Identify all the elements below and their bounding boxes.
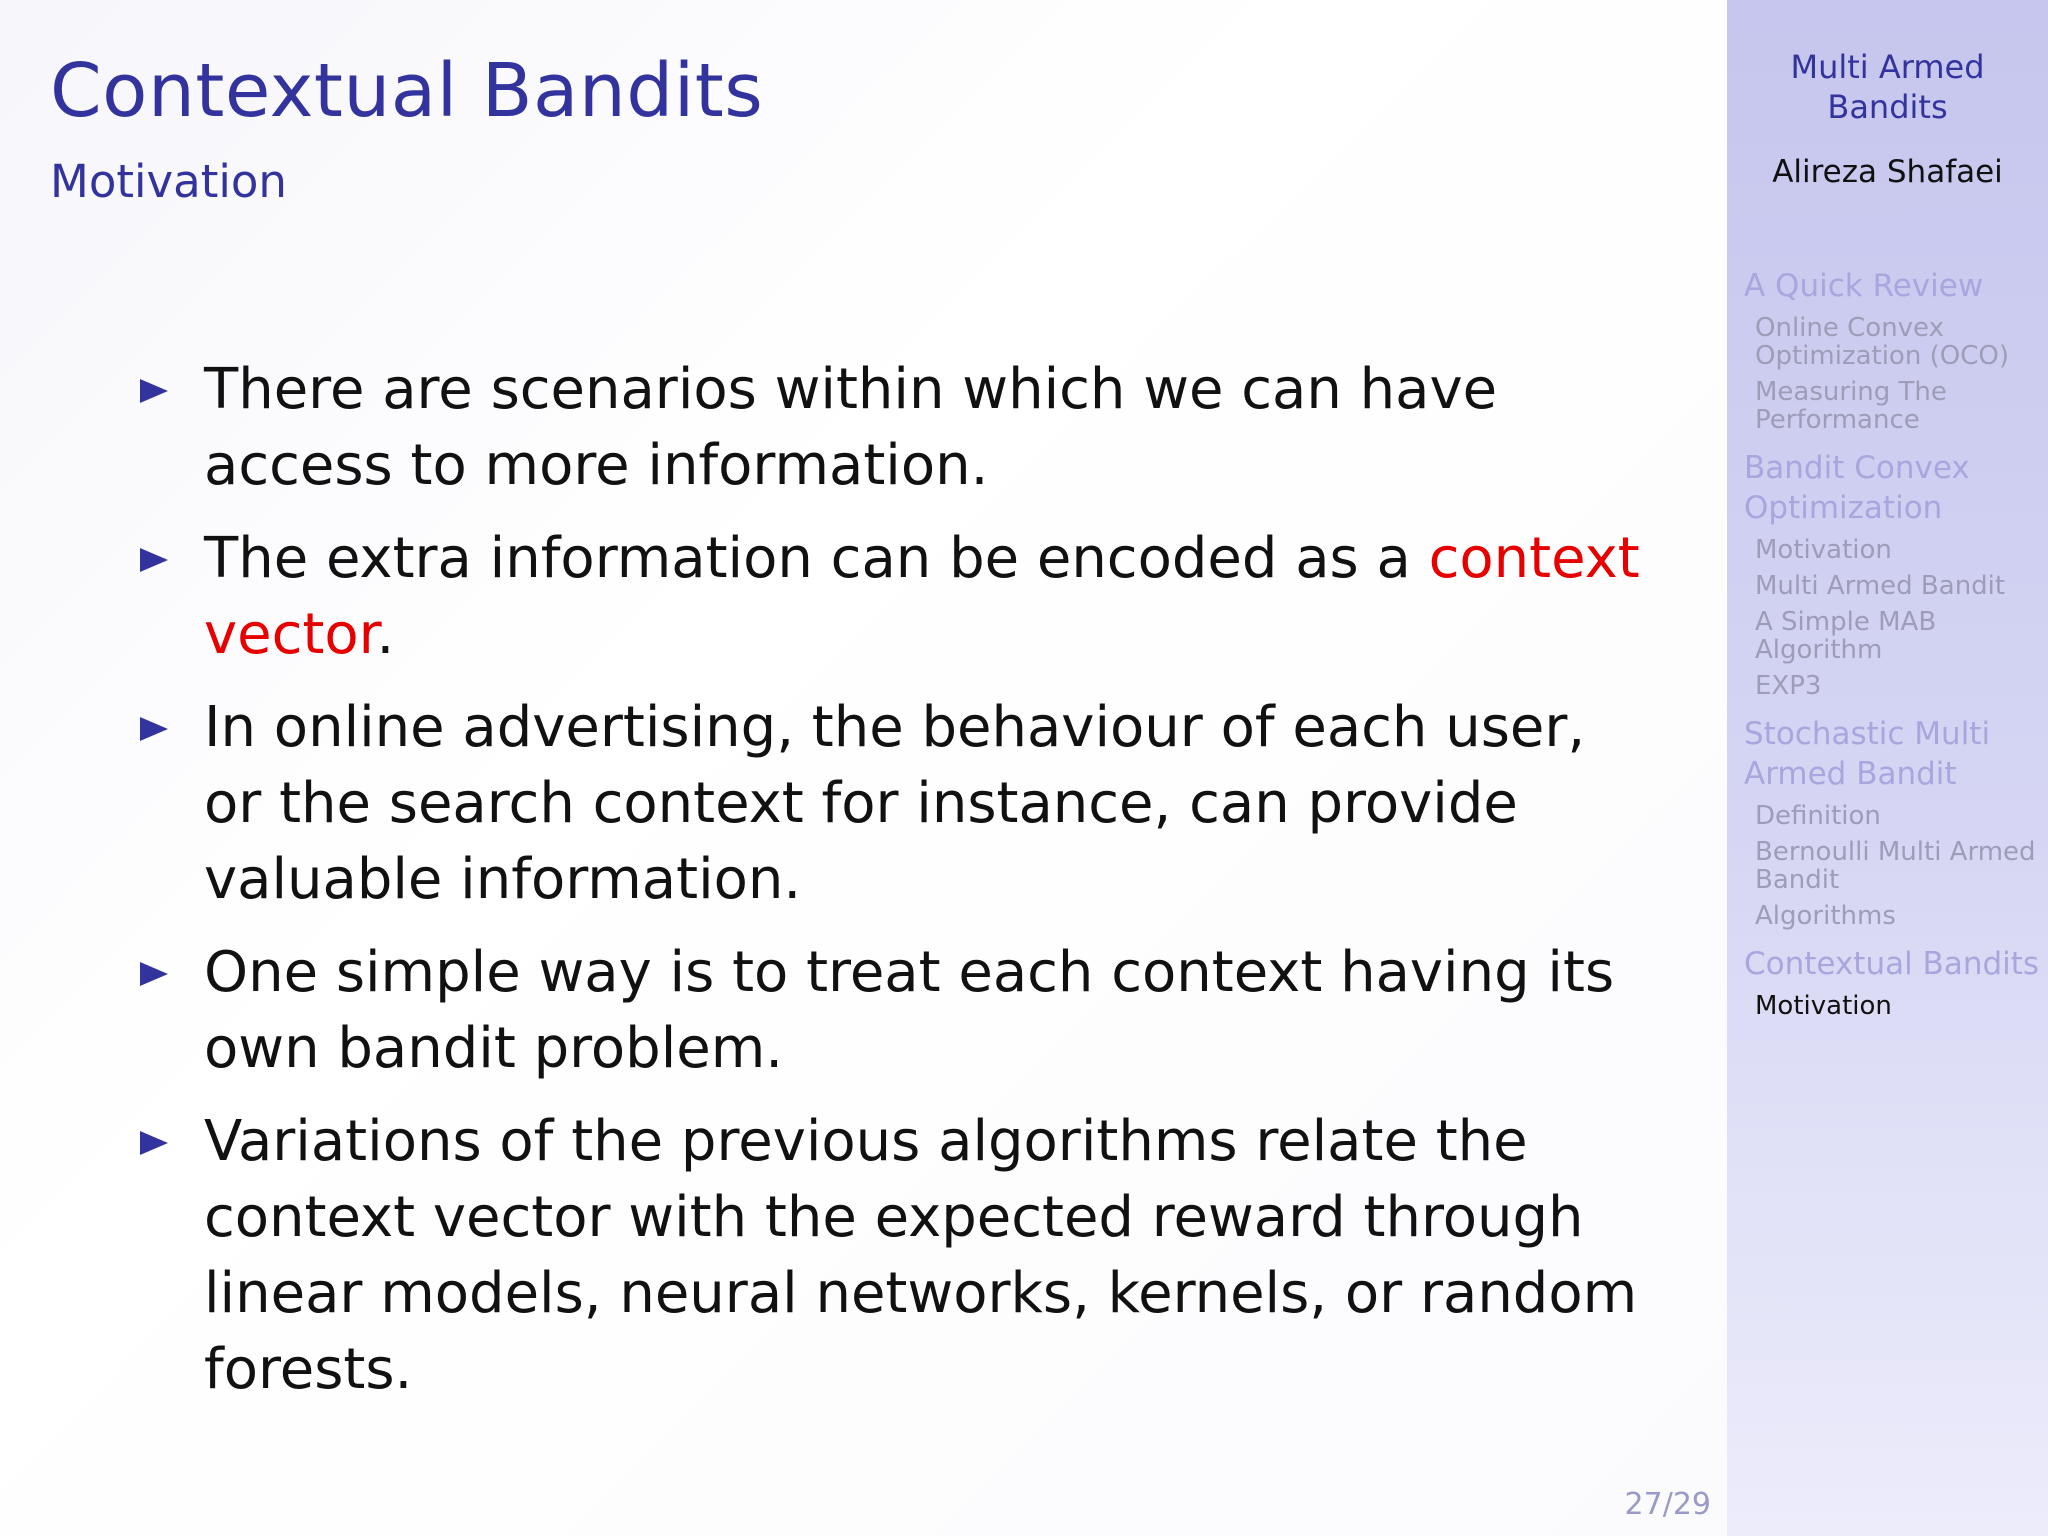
toc-item-bernoulli[interactable]: Bernoulli Multi Armed Bandit <box>1755 837 2036 895</box>
sidebar <box>1727 0 2048 1536</box>
bullet-text: One simple way is to treat each context having its own bandit problem. <box>204 940 1615 1081</box>
page-number: 27/29 <box>1624 1487 1711 1522</box>
toc-item-measuring-performance[interactable]: Measuring The Performance <box>1755 377 1947 435</box>
table-of-contents <box>1744 252 2040 1020</box>
bullet-item <box>140 935 1640 1087</box>
bullet-text: In online advertising, the behaviour of each user, or the search context for instance, can provide valuable information. <box>204 695 1586 912</box>
bullet-item <box>140 1104 1640 1408</box>
toc-section-bandit-convex[interactable]: Bandit Convex Optimization <box>1744 450 1970 526</box>
presentation-title[interactable]: Multi Armed Bandits <box>1790 48 1985 126</box>
bullet-text: The extra information can be encoded as a <box>204 526 1429 591</box>
toc-item-algorithms[interactable]: Algorithms <box>1755 901 1896 931</box>
toc-item-motivation[interactable]: Motivation <box>1755 535 1892 565</box>
bullet-text: Variations of the previous algorithms relate the context vector with the expected reward through linear models, neural networks, kernels, or random forests. <box>204 1109 1638 1402</box>
toc-item-definition[interactable]: Definition <box>1755 801 1881 831</box>
bullet-item <box>140 690 1640 918</box>
triangle-bullet-icon <box>140 1131 168 1155</box>
triangle-bullet-icon <box>140 548 168 572</box>
triangle-bullet-icon <box>140 379 168 403</box>
bullet-text: There are scenarios within which we can have access to more information. <box>204 357 1498 498</box>
slide-title: Contextual Bandits <box>50 48 764 134</box>
toc-section-quick-review[interactable]: A Quick Review <box>1744 268 1984 304</box>
slide-subtitle: Motivation <box>50 155 287 208</box>
toc-item-current-motivation[interactable]: Motivation <box>1755 991 1892 1021</box>
toc-item-oco[interactable]: Online Convex Optimization (OCO) <box>1755 313 2009 371</box>
triangle-bullet-icon <box>140 962 168 986</box>
bullet-item <box>140 521 1640 673</box>
toc-section-stochastic-mab[interactable]: Stochastic Multi Armed Bandit <box>1744 716 1991 792</box>
toc-section-contextual-bandits[interactable]: Contextual Bandits <box>1744 946 2040 982</box>
triangle-bullet-icon <box>140 717 168 741</box>
toc-item-mab[interactable]: Multi Armed Bandit <box>1755 571 2006 601</box>
toc-item-exp3[interactable]: EXP3 <box>1755 671 1822 701</box>
bullet-item <box>140 352 1640 504</box>
toc-item-simple-mab[interactable]: A Simple MAB Algorithm <box>1755 607 1937 665</box>
bullet-list <box>140 352 1640 1425</box>
presentation-author: Alireza Shafaei <box>1772 154 2003 190</box>
emphasis-text: context vector <box>204 526 1640 667</box>
bullet-text-end: . <box>376 602 395 667</box>
